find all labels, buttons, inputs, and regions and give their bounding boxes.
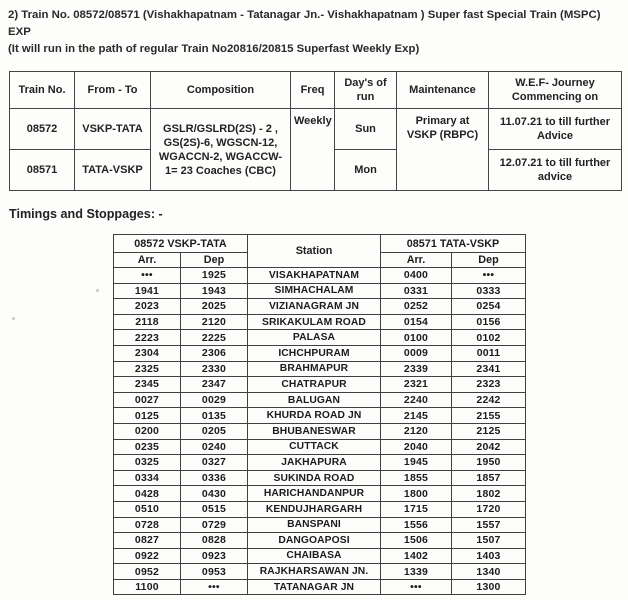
dep-time-08572: 2120 bbox=[181, 314, 248, 330]
maintenance-cell: Primary at VSKP (RBPC) bbox=[397, 109, 489, 191]
arr-time-08571: 2321 bbox=[381, 377, 452, 393]
timings-section-heading: Timings and Stoppages: - bbox=[9, 207, 163, 221]
arr-time-08572: 0827 bbox=[114, 533, 181, 549]
arr-time-08572: 0952 bbox=[114, 564, 181, 580]
dep-time-08571: 1300 bbox=[452, 579, 526, 595]
arr-time-08571: 2145 bbox=[381, 408, 452, 424]
arr-time-08572: 0728 bbox=[114, 517, 181, 533]
arr-time-08571: 2339 bbox=[381, 361, 452, 377]
dep-time-08571: 1857 bbox=[452, 470, 526, 486]
arr-time-08572: 2023 bbox=[114, 299, 181, 315]
station-name: SUKINDA ROAD bbox=[248, 470, 381, 486]
dep-time-08572: 0029 bbox=[181, 392, 248, 408]
station-timing-row bbox=[114, 517, 526, 533]
station-name: BALUGAN bbox=[248, 392, 381, 408]
dep-time-08571: ••• bbox=[452, 268, 526, 284]
col-header-wef: W.E.F- Journey Commencing on bbox=[489, 72, 622, 109]
arr-time-08572: 0428 bbox=[114, 486, 181, 502]
col-header-train-no: Train No. bbox=[10, 72, 75, 109]
col-header-dep-left: Dep bbox=[181, 253, 248, 268]
dep-time-08572: 0135 bbox=[181, 408, 248, 424]
dep-time-08572: 1943 bbox=[181, 283, 248, 299]
dep-time-08572: 0430 bbox=[181, 486, 248, 502]
arr-time-08572: 0200 bbox=[114, 423, 181, 439]
station-name: VIZIANAGRAM JN bbox=[248, 299, 381, 315]
train-no-cell: 08571 bbox=[10, 150, 75, 191]
arr-time-08571: 0100 bbox=[381, 330, 452, 346]
dep-time-08571: 2323 bbox=[452, 377, 526, 393]
station-timing-row bbox=[114, 486, 526, 502]
dep-time-08571: 0254 bbox=[452, 299, 526, 315]
dep-time-08572: 0729 bbox=[181, 517, 248, 533]
dep-time-08571: 2341 bbox=[452, 361, 526, 377]
dep-time-08572: 2025 bbox=[181, 299, 248, 315]
station-name: VISAKHAPATNAM bbox=[248, 268, 381, 284]
station-name: TATANAGAR JN bbox=[248, 579, 381, 595]
station-timing-row bbox=[114, 533, 526, 549]
timings-group-header-row bbox=[114, 235, 526, 253]
arr-time-08571: 1800 bbox=[381, 486, 452, 502]
arr-time-08571: 1402 bbox=[381, 548, 452, 564]
station-name: SRIKAKULAM ROAD bbox=[248, 314, 381, 330]
col-header-arr-right: Arr. bbox=[381, 253, 452, 268]
scan-speckle bbox=[12, 317, 15, 320]
dep-time-08572: 1925 bbox=[181, 268, 248, 284]
col-header-station: Station bbox=[248, 235, 381, 268]
station-name: BHUBANESWAR bbox=[248, 423, 381, 439]
timings-table-body bbox=[114, 268, 526, 595]
dep-time-08571: 1950 bbox=[452, 455, 526, 471]
group-header-08571: 08571 TATA-VSKP bbox=[381, 235, 526, 253]
arr-time-08572: 0125 bbox=[114, 408, 181, 424]
arr-time-08571: 2240 bbox=[381, 392, 452, 408]
dep-time-08572: 0515 bbox=[181, 501, 248, 517]
station-name: BRAHMAPUR bbox=[248, 361, 381, 377]
dep-time-08571: 2042 bbox=[452, 439, 526, 455]
dep-time-08572: 0327 bbox=[181, 455, 248, 471]
timings-table bbox=[113, 234, 526, 595]
arr-time-08572: 2118 bbox=[114, 314, 181, 330]
station-timing-row bbox=[114, 423, 526, 439]
dep-time-08571: 0102 bbox=[452, 330, 526, 346]
train-info-table bbox=[9, 71, 622, 191]
arr-time-08571: 1556 bbox=[381, 517, 452, 533]
col-header-days-of-run: Day's of run bbox=[335, 72, 397, 109]
scan-speckle bbox=[96, 289, 99, 292]
dep-time-08572: 0240 bbox=[181, 439, 248, 455]
wef-cell: 12.07.21 to till further advice bbox=[489, 150, 622, 191]
station-timing-row bbox=[114, 314, 526, 330]
station-name: PALASA bbox=[248, 330, 381, 346]
arr-time-08572: 1941 bbox=[114, 283, 181, 299]
station-timing-row bbox=[114, 439, 526, 455]
day-of-run-cell: Sun bbox=[335, 109, 397, 150]
train-no-cell: 08572 bbox=[10, 109, 75, 150]
arr-time-08571: ••• bbox=[381, 579, 452, 595]
arr-time-08572: 0922 bbox=[114, 548, 181, 564]
col-header-freq: Freq bbox=[291, 72, 335, 109]
dep-time-08571: 2155 bbox=[452, 408, 526, 424]
col-header-composition: Composition bbox=[151, 72, 291, 109]
station-name: JAKHAPURA bbox=[248, 455, 381, 471]
dep-time-08571: 1557 bbox=[452, 517, 526, 533]
dep-time-08572: 2347 bbox=[181, 377, 248, 393]
arr-time-08571: 0400 bbox=[381, 268, 452, 284]
station-name: CHATRAPUR bbox=[248, 377, 381, 393]
station-name: CUTTACK bbox=[248, 439, 381, 455]
dep-time-08572: 2306 bbox=[181, 345, 248, 361]
station-timing-row bbox=[114, 455, 526, 471]
arr-time-08572: 0334 bbox=[114, 470, 181, 486]
dep-time-08572: 0953 bbox=[181, 564, 248, 580]
station-name: CHAIBASA bbox=[248, 548, 381, 564]
arr-time-08572: 2223 bbox=[114, 330, 181, 346]
station-timing-row bbox=[114, 299, 526, 315]
station-name: DANGOAPOSI bbox=[248, 533, 381, 549]
arr-time-08572: 0027 bbox=[114, 392, 181, 408]
arr-time-08571: 1945 bbox=[381, 455, 452, 471]
document-heading bbox=[8, 7, 622, 58]
col-header-from-to: From - To bbox=[75, 72, 151, 109]
station-timing-row bbox=[114, 268, 526, 284]
arr-time-08571: 1339 bbox=[381, 564, 452, 580]
from-to-cell: TATA-VSKP bbox=[75, 150, 151, 191]
station-name: ICHCHPURAM bbox=[248, 345, 381, 361]
dep-time-08571: 2242 bbox=[452, 392, 526, 408]
arr-time-08571: 0331 bbox=[381, 283, 452, 299]
station-timing-row bbox=[114, 564, 526, 580]
train-info-row-08572 bbox=[10, 109, 622, 150]
dep-time-08571: 1340 bbox=[452, 564, 526, 580]
arr-time-08571: 0154 bbox=[381, 314, 452, 330]
dep-time-08572: 2330 bbox=[181, 361, 248, 377]
dep-time-08572: 0205 bbox=[181, 423, 248, 439]
dep-time-08572: 0336 bbox=[181, 470, 248, 486]
station-timing-row bbox=[114, 548, 526, 564]
dep-time-08571: 1507 bbox=[452, 533, 526, 549]
station-timing-row bbox=[114, 345, 526, 361]
col-header-dep-right: Dep bbox=[452, 253, 526, 268]
arr-time-08572: 0235 bbox=[114, 439, 181, 455]
dep-time-08571: 1802 bbox=[452, 486, 526, 502]
dep-time-08572: 0923 bbox=[181, 548, 248, 564]
arr-time-08571: 1855 bbox=[381, 470, 452, 486]
arr-time-08571: 2120 bbox=[381, 423, 452, 439]
dep-time-08571: 1720 bbox=[452, 501, 526, 517]
arr-time-08572: 0325 bbox=[114, 455, 181, 471]
station-name: HARICHANDANPUR bbox=[248, 486, 381, 502]
station-name: RAJKHARSAWAN JN. bbox=[248, 564, 381, 580]
group-header-08572: 08572 VSKP-TATA bbox=[114, 235, 248, 253]
col-header-arr-left: Arr. bbox=[114, 253, 181, 268]
arr-time-08571: 2040 bbox=[381, 439, 452, 455]
composition-cell: GSLR/GSLRD(2S) - 2 , GS(2S)-6, WGSCN-12, WGACCN-2, WGACCW-1= 23 Coaches (CBC) bbox=[151, 109, 291, 191]
station-name: SIMHACHALAM bbox=[248, 283, 381, 299]
dep-time-08571: 0156 bbox=[452, 314, 526, 330]
col-header-maintenance: Maintenance bbox=[397, 72, 489, 109]
heading-line-2: (It will run in the path of regular Train No20816/20815 Superfast Weekly Exp) bbox=[8, 43, 420, 55]
station-timing-row bbox=[114, 579, 526, 595]
dep-time-08572: ••• bbox=[181, 579, 248, 595]
wef-cell: 11.07.21 to till further Advice bbox=[489, 109, 622, 150]
arr-time-08571: 0252 bbox=[381, 299, 452, 315]
day-of-run-cell: Mon bbox=[335, 150, 397, 191]
dep-time-08571: 2125 bbox=[452, 423, 526, 439]
dep-time-08571: 1403 bbox=[452, 548, 526, 564]
station-name: BANSPANI bbox=[248, 517, 381, 533]
train-info-header-row bbox=[10, 72, 622, 109]
arr-time-08571: 1506 bbox=[381, 533, 452, 549]
dep-time-08571: 0333 bbox=[452, 283, 526, 299]
station-name: KHURDA ROAD JN bbox=[248, 408, 381, 424]
dep-time-08572: 2225 bbox=[181, 330, 248, 346]
dep-time-08571: 0011 bbox=[452, 345, 526, 361]
station-timing-row bbox=[114, 377, 526, 393]
station-timing-row bbox=[114, 361, 526, 377]
from-to-cell: VSKP-TATA bbox=[75, 109, 151, 150]
arr-time-08572: 2304 bbox=[114, 345, 181, 361]
arr-time-08572: 1100 bbox=[114, 579, 181, 595]
station-name: KENDUJHARGARH bbox=[248, 501, 381, 517]
arr-time-08572: 0510 bbox=[114, 501, 181, 517]
station-timing-row bbox=[114, 392, 526, 408]
station-timing-row bbox=[114, 283, 526, 299]
freq-cell: Weekly bbox=[291, 109, 335, 191]
station-timing-row bbox=[114, 330, 526, 346]
arr-time-08571: 0009 bbox=[381, 345, 452, 361]
arr-time-08571: 1715 bbox=[381, 501, 452, 517]
arr-time-08572: 2345 bbox=[114, 377, 181, 393]
station-timing-row bbox=[114, 408, 526, 424]
station-timing-row bbox=[114, 501, 526, 517]
station-timing-row bbox=[114, 470, 526, 486]
heading-line-1: 2) Train No. 08572/08571 (Vishakhapatnam - Tatanagar Jn.- Vishakhapatnam ) Super fast Special Train (MSPC) EXP bbox=[8, 9, 601, 38]
arr-time-08572: ••• bbox=[114, 268, 181, 284]
dep-time-08572: 0828 bbox=[181, 533, 248, 549]
arr-time-08572: 2325 bbox=[114, 361, 181, 377]
